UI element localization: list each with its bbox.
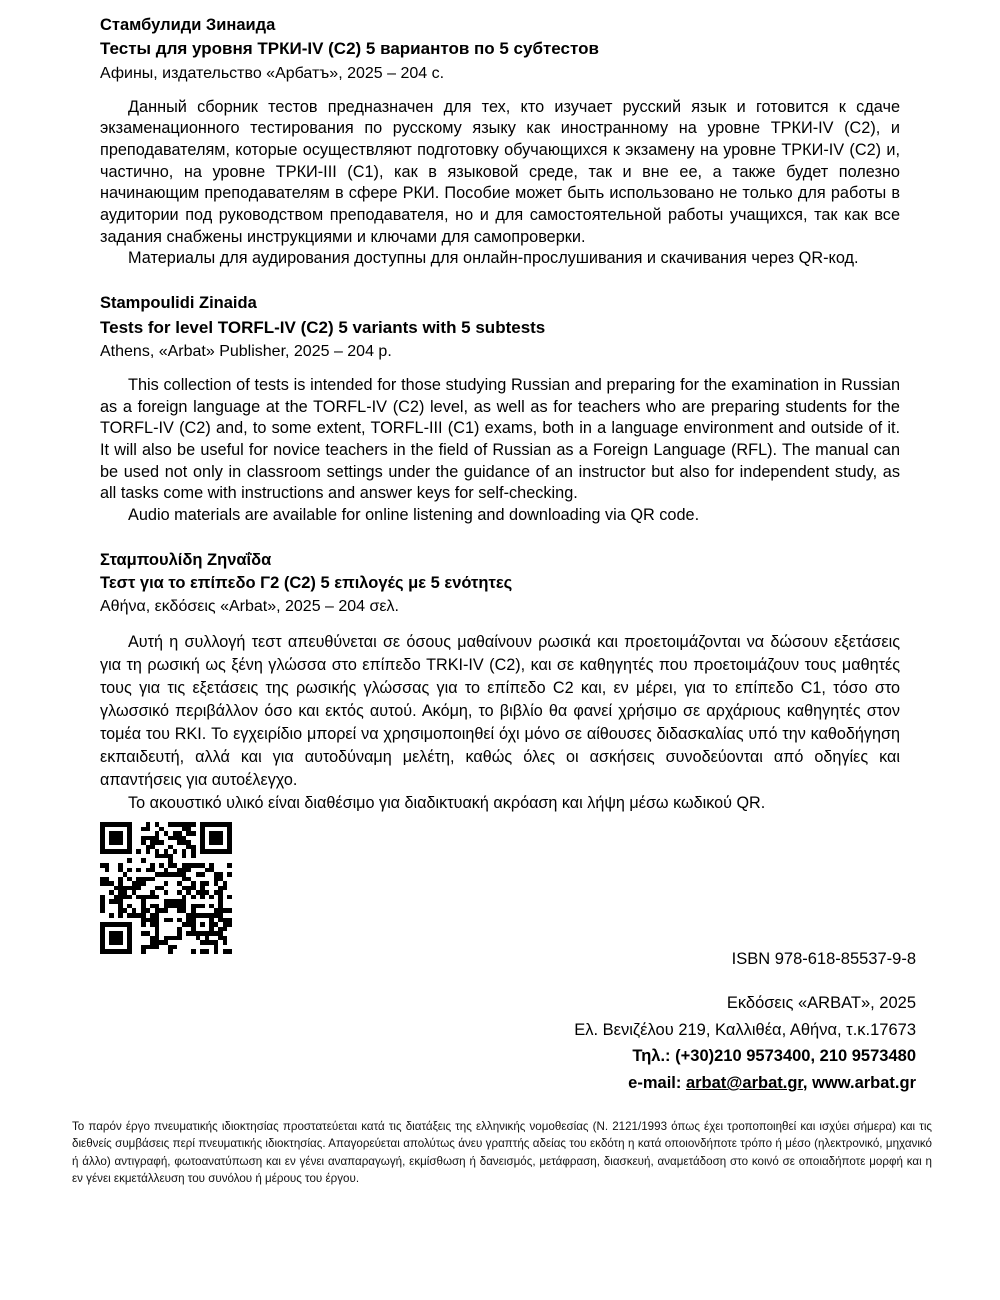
- publisher-email-line: [574, 1070, 916, 1097]
- qr-code-block[interactable]: [100, 822, 232, 954]
- publisher-phone-line: [574, 1043, 916, 1070]
- greek-author: Σταμπουλίδη Ζηναΐδα: [100, 550, 272, 569]
- phone-value: (+30)210 9573400, 210 9573480: [670, 1047, 916, 1066]
- english-author: Stampoulidi Zinaida: [100, 294, 257, 313]
- copyright-notice: Το παρόν έργο πνευματικής ιδιοκτησίας προστατεύεται κατά τις διατάξεις της ελληνικής νομοθεσίας (Ν. 2121/1993 όπως έχει τροποποιηθεί και ισχύει σήμερα) και τις διεθνείς συμβάσεις περί πνευματικής ιδιοκτησίας. Απαγορεύεται απολύτως άνευ γραπτής αδείας του εκδότη η κατά οποιονδήποτε τρόπο ή μέσο (ηλεκτρονικό, μηχανικό ή άλλο) αντιγραφή, φωτοανατύπωση και εν γένει αναπαραγωγή, εκμίσθωση ή δανεισμός, μετάφραση, διασκευή, αναμετάδοση στο κοινό σε οποιαδήποτε μορφή και η εν γένει εκμετάλλευση του συνόλου ή μέρους του έργου.: [72, 1120, 932, 1186]
- publisher-name-line: Εκδόσεις «ARBAT», 2025: [726, 994, 916, 1012]
- russian-description: Данный сборник тестов предназначен для тех, кто изучает русский язык и готовится к сдаче экзаменационного тестирования по русскому языку как иностранному на уровне ТРКИ-IV (С2), и преподавателям, которые осуществляют подготовку обучающихся к экзамену на уровне ТРКИ-IV (С2) и, частично, на уровне ТРКИ-III (С1), как в языковой среде, так и вне ее, а также будет полезно начинающим преподавателям в сфере РКИ. Пособие может быть использовано не только для работы в аудитории под руководством преподавателя, но и для самостоятельной работы учащихся, так как все задания снабжены инструкциями и ключами для самопроверки.: [100, 97, 900, 246]
- text-column: [100, 14, 900, 815]
- publisher-details: [574, 990, 916, 1097]
- english-audio-note: Audio materials are available for online listening and downloading via QR code.: [128, 505, 700, 524]
- russian-section: [100, 14, 900, 270]
- russian-author: Стамбулиди Зинаида: [100, 16, 276, 34]
- email-link[interactable]: arbat@arbat.gr: [685, 1074, 803, 1093]
- publisher-address-line: Ελ. Βενιζέλου 219, Καλλιθέα, Αθήνα, τ.κ.17673: [574, 1020, 916, 1039]
- phone-label: Τηλ.:: [632, 1047, 671, 1066]
- russian-audio-note: Материалы для аудирования доступны для онлайн-прослушивания и скачивания через QR-код.: [128, 249, 859, 268]
- greek-audio-note: Το ακουστικό υλικό είναι διαθέσιμο για διαδικτυακή ακρόαση και λήψη μέσω κωδικού QR.: [128, 793, 766, 812]
- greek-description: Αυτή η συλλογή τεστ απευθύνεται σε όσους μαθαίνουν ρωσικά και προετοιμάζονται να δώσουν εξετάσεις για τη ρωσική ως ξένη γλώσσα στο επίπεδο TRKI-IV (C2), και σε καθηγητές που προετοιμάζουν τους μαθητές τους για τις εξετάσεις της ρωσικής γλώσσας για το επίπεδο C2 και, εν μέρει, για το επίπεδο C1, τόσο στο γλωσσικό περιβάλλον όσο και εκτός αυτού. Ακόμη, το βιβλίο θα φανεί χρήσιμο σε αρχάριους καθηγητές στον τομέα του RKI. Το εγχειρίδιο μπορεί να χρησιμοποιηθεί όχι μόνο σε αίθουσες διδασκαλίας υπό την καθοδήγηση εκπαιδευτή, αλλά και για αυτοδύναμη μελέτη, καθώς όλες οι ασκήσεις συνοδεύονται από οδηγίες και απαντήσεις για αυτοέλεγχο.: [100, 632, 900, 789]
- email-label: e-mail:: [628, 1074, 686, 1093]
- russian-title: Тесты для уровня ТРКИ-IV (С2) 5 вариантов по 5 субтестов: [100, 39, 599, 59]
- greek-section: [100, 549, 900, 815]
- english-title: Tests for level TORFL-IV (C2) 5 variants with 5 subtests: [100, 317, 546, 337]
- greek-imprint: Αθήνα, εκδόσεις «Arbat», 2025 – 204 σελ.: [100, 598, 399, 616]
- greek-title: Τεστ για το επίπεδο Γ2 (C2) 5 επιλογές με 5 ενότητες: [100, 573, 513, 592]
- qr-code-icon[interactable]: [100, 822, 232, 954]
- website-text: , www.arbat.gr: [802, 1074, 916, 1093]
- english-imprint: Athens, «Arbat» Publisher, 2025 – 204 p.: [100, 342, 392, 360]
- russian-imprint: Афины, издательство «Арбатъ», 2025 – 204 с.: [100, 64, 445, 82]
- english-description: This collection of tests is intended for those studying Russian and preparing for the examination in Russian as a foreign language at the TORFL-IV (C2) level, as well as for teachers who are preparing students for the TORFL-IV (C2) and, to some extent, TORFL-III (C1) exams, both in a language environment and outside of it. It will also be useful for novice teachers in the field of Russian as a Foreign Language (RFL). The manual can be used not only in classroom settings under the guidance of an instructor but also for independent study, as all tasks come with instructions and answer keys for self-checking.: [100, 375, 900, 503]
- spacer-russian-english: [100, 270, 900, 292]
- english-section: [100, 292, 900, 526]
- isbn-line: ISBN 978-618-85537-9-8: [731, 950, 916, 968]
- spacer-english-greek: [100, 527, 900, 549]
